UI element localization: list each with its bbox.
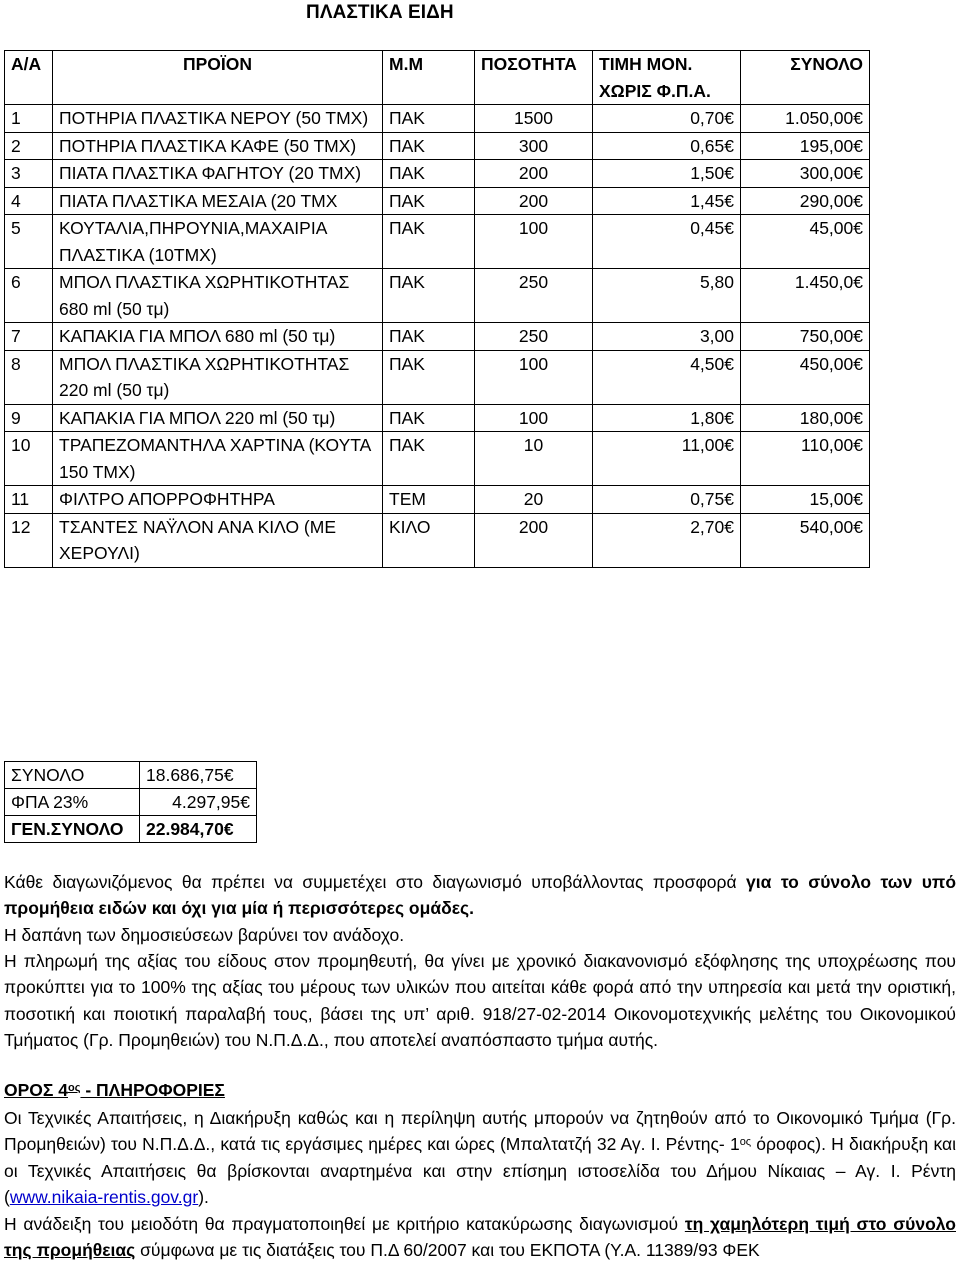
row-unit: ΠΑΚ bbox=[383, 404, 475, 432]
row-total: 195,00€ bbox=[741, 132, 870, 160]
row-total: 180,00€ bbox=[741, 404, 870, 432]
row-number: 6 bbox=[5, 269, 53, 323]
row-total: 15,00€ bbox=[741, 486, 870, 514]
row-number: 5 bbox=[5, 215, 53, 269]
row-number: 1 bbox=[5, 105, 53, 133]
header-total: ΣΥΝΟΛΟ bbox=[741, 51, 870, 105]
row-total: 45,00€ bbox=[741, 215, 870, 269]
section-heading bbox=[4, 1077, 956, 1103]
row-unit: ΠΑΚ bbox=[383, 350, 475, 404]
row-unit-price: 0,70€ bbox=[593, 105, 741, 133]
row-unit: ΠΑΚ bbox=[383, 105, 475, 133]
document-title: ΠΛΑΣΤΙΚΑ ΕΙΔΗ bbox=[306, 2, 454, 23]
items-table bbox=[4, 50, 870, 568]
row-unit-price: 1,80€ bbox=[593, 404, 741, 432]
row-unit-price: 2,70€ bbox=[593, 513, 741, 567]
section-heading-rest: - ΠΛΗΡΟΦΟΡΙΕΣ bbox=[80, 1080, 225, 1100]
row-unit: ΠΑΚ bbox=[383, 215, 475, 269]
subtotal-row bbox=[5, 762, 257, 789]
row-unit-price: 5,80 bbox=[593, 269, 741, 323]
section-heading-sup: ος bbox=[68, 1082, 81, 1094]
grand-total-row bbox=[5, 816, 257, 843]
row-quantity: 200 bbox=[475, 160, 593, 188]
paragraph-information-sup: ος bbox=[739, 1136, 752, 1149]
row-total: 1.450,0€ bbox=[741, 269, 870, 323]
row-product: ΚΑΠΑΚΙΑ ΓΙΑ ΜΠΟΛ 220 ml (50 τμ) bbox=[53, 404, 383, 432]
row-quantity: 10 bbox=[475, 432, 593, 486]
vat-row bbox=[5, 789, 257, 816]
row-number: 2 bbox=[5, 132, 53, 160]
website-link[interactable]: www.nikaia-rentis.gov.gr bbox=[9, 1187, 199, 1208]
row-unit-price: 1,45€ bbox=[593, 187, 741, 215]
vat-value: 4.297,95€ bbox=[140, 789, 257, 816]
row-total: 110,00€ bbox=[741, 432, 870, 486]
row-product: ΚΟΥΤΑΛΙΑ,ΠΗΡΟΥΝΙΑ,ΜΑΧΑΙΡΙΑ ΠΛΑΣΤΙΚΑ (10ΤΜΧ) bbox=[53, 215, 383, 269]
row-total: 1.050,00€ bbox=[741, 105, 870, 133]
paragraph-participation-text: Κάθε διαγωνιζόμενος θα πρέπει να συμμετέχει στο διαγωνισμό υποβάλλοντας προσφορά bbox=[4, 872, 747, 892]
row-unit-price: 0,65€ bbox=[593, 132, 741, 160]
row-product: ΤΡΑΠΕΖΟΜΑΝΤΗΛΑ ΧΑΡΤΙΝΑ (ΚΟΥΤΑ 150 ΤΜΧ) bbox=[53, 432, 383, 486]
row-product: ΚΑΠΑΚΙΑ ΓΙΑ ΜΠΟΛ 680 ml (50 τμ) bbox=[53, 323, 383, 351]
table-row bbox=[5, 105, 870, 133]
row-unit-price: 1,50€ bbox=[593, 160, 741, 188]
header-quantity: ΠΟΣΟΤΗΤΑ bbox=[475, 51, 593, 105]
paragraph-award-criterion: τη χαμηλότερη τιμή στο σύνολο της προμήθειας bbox=[4, 1214, 956, 1261]
section-heading-text: ΟΡΟΣ 4 bbox=[4, 1080, 68, 1100]
table-row bbox=[5, 350, 870, 404]
row-quantity: 250 bbox=[475, 323, 593, 351]
row-product: ΠΙΑΤΑ ΠΛΑΣΤΙΚΑ ΦΑΓΗΤΟΥ (20 ΤΜΧ) bbox=[53, 160, 383, 188]
row-number: 11 bbox=[5, 486, 53, 514]
row-number: 3 bbox=[5, 160, 53, 188]
row-number: 10 bbox=[5, 432, 53, 486]
row-quantity: 200 bbox=[475, 513, 593, 567]
row-unit: ΠΑΚ bbox=[383, 132, 475, 160]
table-row bbox=[5, 432, 870, 486]
paragraph-publication-cost: Η δαπάνη των δημοσιεύσεων βαρύνει τον ανάδοχο. bbox=[4, 925, 405, 945]
row-total: 450,00€ bbox=[741, 350, 870, 404]
header-aa: Α/Α bbox=[5, 51, 53, 105]
row-total: 290,00€ bbox=[741, 187, 870, 215]
vat-label: ΦΠΑ 23% bbox=[5, 789, 140, 816]
row-product: ΦΙΛΤΡΟ ΑΠΟΡΡΟΦΗΤΗΡΑ bbox=[53, 486, 383, 514]
totals-table bbox=[4, 761, 257, 843]
paragraph-payment: Η πληρωμή της αξίας του είδους στον προμηθευτή, θα γίνει με χρονικό διακανονισμό εξόφλησης της υποχρέωσης που προκύπτει για το 100% της αξίας του μέρους των υλικών που αιτείται κάθε φορά από την υπηρεσία και μετά την οριστική, ποσοτική και ποιοτική παραλαβή τους, βάσει της υπ’ αριθ. 918/27-02-2014 Οικονομοτεχνικής μελέτης του Οικονομικού Τμήματος (Γρ. Προμηθειών) του Ν.Π.Δ.Δ., που αποτελεί αναπόσπαστο τμήμα αυτής. bbox=[4, 951, 956, 1051]
paragraph-information-end: ). bbox=[198, 1187, 209, 1208]
row-unit: ΠΑΚ bbox=[383, 432, 475, 486]
paragraph-participation bbox=[4, 869, 956, 922]
row-total: 300,00€ bbox=[741, 160, 870, 188]
row-unit: ΠΑΚ bbox=[383, 323, 475, 351]
row-product: ΠΙΑΤΑ ΠΛΑΣΤΙΚΑ ΜΕΣΑΙΑ (20 ΤΜΧ bbox=[53, 187, 383, 215]
row-quantity: 100 bbox=[475, 215, 593, 269]
paragraph-information-text: Οι Τεχνικές Απαιτήσεις, η Διακήρυξη καθώς και η περίληψη αυτής μπορούν να ζητηθούν από το Οικονομικό Τμήμα (Γρ. Προμηθειών) του Ν.Π.Δ.Δ., κατά τις εργάσιμες ημέρες και ώρες (Μπαλτατζή 32 Αγ. Ι. Ρέντης- 1 bbox=[4, 1108, 956, 1155]
row-total: 540,00€ bbox=[741, 513, 870, 567]
table-row bbox=[5, 323, 870, 351]
row-unit: ΚΙΛΟ bbox=[383, 513, 475, 567]
row-number: 4 bbox=[5, 187, 53, 215]
table-row bbox=[5, 187, 870, 215]
header-unit-price: ΤΙΜΗ ΜΟΝ. ΧΩΡΙΣ Φ.Π.Α. bbox=[593, 51, 741, 105]
row-quantity: 1500 bbox=[475, 105, 593, 133]
row-quantity: 300 bbox=[475, 132, 593, 160]
paragraph-award-text: Η ανάδειξη του μειοδότη θα πραγματοποιηθεί με κριτήριο κατακύρωσης διαγωνισμού bbox=[4, 1214, 685, 1234]
row-number: 8 bbox=[5, 350, 53, 404]
row-quantity: 250 bbox=[475, 269, 593, 323]
row-unit-price: 3,00 bbox=[593, 323, 741, 351]
row-number: 9 bbox=[5, 404, 53, 432]
table-row bbox=[5, 404, 870, 432]
row-unit: ΤΕΜ bbox=[383, 486, 475, 514]
row-total: 750,00€ bbox=[741, 323, 870, 351]
table-row bbox=[5, 160, 870, 188]
paragraph-award-text-2: σύμφωνα με τις διατάξεις του Π.Δ 60/2007 και του ΕΚΠΟΤΑ (Υ.Α. 11389/93 ΦΕΚ bbox=[135, 1240, 760, 1261]
row-product: ΜΠΟΛ ΠΛΑΣΤΙΚΑ ΧΩΡΗΤΙΚΟΤΗΤΑΣ 220 ml (50 τμ) bbox=[53, 350, 383, 404]
row-quantity: 20 bbox=[475, 486, 593, 514]
grand-total-value: 22.984,70€ bbox=[140, 816, 257, 843]
row-product: ΠΟΤΗΡΙΑ ΠΛΑΣΤΙΚΑ ΚΑΦΕ (50 ΤΜΧ) bbox=[53, 132, 383, 160]
subtotal-label: ΣΥΝΟΛΟ bbox=[5, 762, 140, 789]
row-product: ΠΟΤΗΡΙΑ ΠΛΑΣΤΙΚΑ ΝΕΡΟΥ (50 ΤΜΧ) bbox=[53, 105, 383, 133]
row-product: ΤΣΑΝΤΕΣ ΝΑΫΛΟΝ ΑΝΑ ΚΙΛΟ (ΜΕ ΧΕΡΟΥΛΙ) bbox=[53, 513, 383, 567]
row-unit-price: 0,45€ bbox=[593, 215, 741, 269]
row-unit-price: 0,75€ bbox=[593, 486, 741, 514]
row-quantity: 200 bbox=[475, 187, 593, 215]
paragraph-award bbox=[4, 1211, 956, 1264]
row-number: 7 bbox=[5, 323, 53, 351]
row-quantity: 100 bbox=[475, 350, 593, 404]
row-number: 12 bbox=[5, 513, 53, 567]
paragraph-information bbox=[4, 1105, 956, 1211]
table-row bbox=[5, 513, 870, 567]
paragraph-participation-bold: για το σύνολο των υπό προμήθεια ειδών και όχι για μία ή περισσότερες ομάδες. bbox=[4, 872, 957, 919]
paragraph-information-text-2: όροφος). Η διακήρυξη και οι Τεχνικές Απαιτήσεις θα βρίσκονται αναρτημένα και στην επίσημη ιστοσελίδα του Δήμου Νίκαιας – Αγ. Ι. Ρέντη ( bbox=[4, 1134, 957, 1208]
row-unit-price: 11,00€ bbox=[593, 432, 741, 486]
grand-total-label: ΓΕΝ.ΣΥΝΟΛΟ bbox=[5, 816, 140, 843]
table-row bbox=[5, 132, 870, 160]
row-unit: ΠΑΚ bbox=[383, 187, 475, 215]
table-header-row bbox=[5, 51, 870, 105]
header-product: ΠΡΟΪΟΝ bbox=[53, 51, 383, 105]
row-unit-price: 4,50€ bbox=[593, 350, 741, 404]
table-row bbox=[5, 269, 870, 323]
row-unit: ΠΑΚ bbox=[383, 269, 475, 323]
row-product: ΜΠΟΛ ΠΛΑΣΤΙΚΑ ΧΩΡΗΤΙΚΟΤΗΤΑΣ 680 ml (50 τμ) bbox=[53, 269, 383, 323]
table-row bbox=[5, 215, 870, 269]
row-unit: ΠΑΚ bbox=[383, 160, 475, 188]
header-unit: Μ.Μ bbox=[383, 51, 475, 105]
subtotal-value: 18.686,75€ bbox=[140, 762, 257, 789]
table-row bbox=[5, 486, 870, 514]
row-quantity: 100 bbox=[475, 404, 593, 432]
